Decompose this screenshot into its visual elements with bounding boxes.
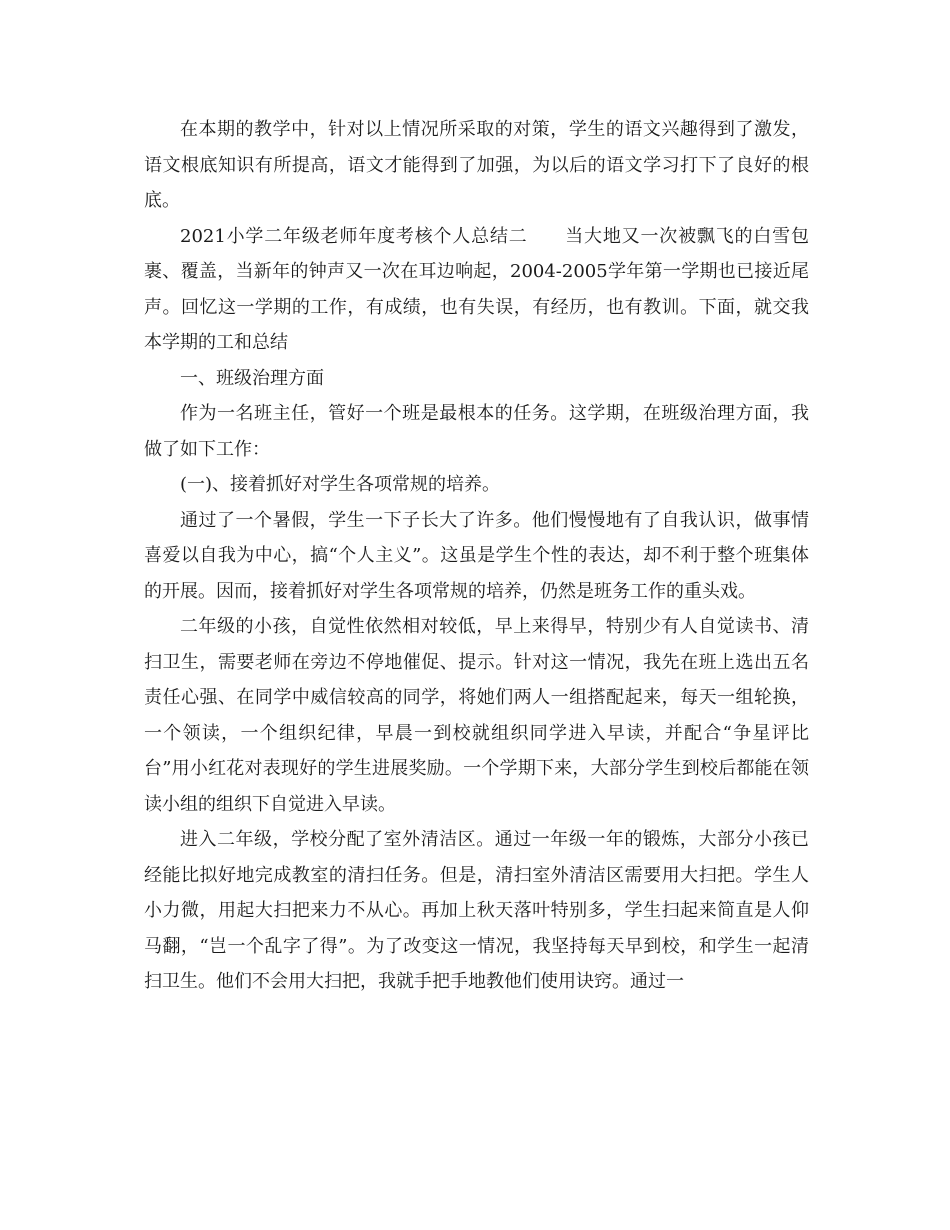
paragraph: 通过了一个暑假，学生一下子长大了许多。他们慢慢地有了自我认识，做事情喜爱以自我为中心，搞“个人主义”。这虽是学生个性的表达，却不利于整个班集体的开展。因而，接着抓好对学生各项常规的培养，仍然是班务工作的重头戏。 <box>144 509 809 602</box>
paragraph: 2021小学二年级老师年度考核个人总结二 当大地又一次被飘飞的白雪包裹、覆盖，当新年的钟声又一次在耳边响起，2004-2005学年第一学期也已接近尾声。回忆这一学期的工作，有成绩，也有失误，有经历，也有教训。下面，就交我本学期的工和总结 <box>144 225 809 353</box>
paragraph: 二年级的小孩，自觉性依然相对较低，早上来得早，特别少有人自觉读书、清扫卫生，需要老师在旁边不停地催促、提示。针对这一情况，我先在班上选出五名责任心强、在同学中威信较高的同学，将她们两人一组搭配起来，每天一组轮换，一个领读，一个组织纪律，早晨一到校就组织同学进入早读，并配合“争星评比台”用小红花对表现好的学生进展奖励。一个学期下来，大部分学生到校后都能在领读小组的组织下自觉进入早读。 <box>144 616 809 815</box>
section-heading: 一、班级治理方面 <box>180 367 324 389</box>
document-page <box>144 112 809 1000</box>
subsection-heading: (一)、接着抓好对学生各项常规的培养。 <box>180 474 501 495</box>
paragraph: 作为一名班主任，管好一个班是最根本的任务。这学期，在班级治理方面，我做了如下工作： <box>144 403 809 460</box>
paragraph: 进入二年级，学校分配了室外清洁区。通过一年级一年的锻炼，大部分小孩已经能比拟好地完成教室的清扫任务。但是，清扫室外清洁区需要用大扫把。学生人小力微，用起大扫把来力不从心。再加上秋天落叶特别多，学生扫起来简直是人仰马翻，“岂一个乱字了得”。为了改变这一情况，我坚持每天早到校，和学生一起清扫卫生。他们不会用大扫把，我就手把手地教他们使用诀窍。通过一 <box>144 829 809 992</box>
paragraph: 在本期的教学中，针对以上情况所采取的对策，学生的语文兴趣得到了激发，语文根底知识有所提高，语文才能得到了加强，为以后的语文学习打下了良好的根底。 <box>144 119 809 211</box>
